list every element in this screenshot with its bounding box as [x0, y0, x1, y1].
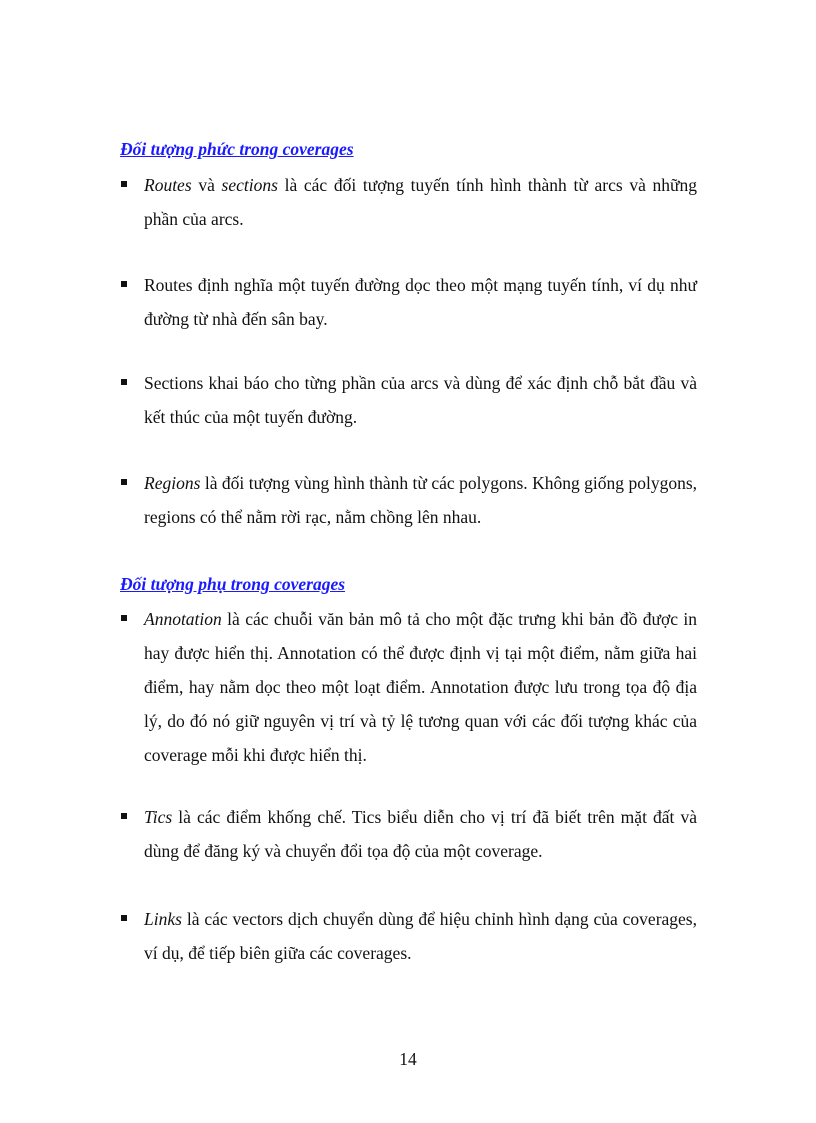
list-item-tics — [121, 800, 697, 868]
list-item-text — [144, 366, 697, 434]
item-description: Sections khai báo cho từng phần của arcs và dùng để xác định chỗ bắt đầu và kết thúc của một tuyến đường. — [144, 373, 697, 427]
list-item-sections-definition — [121, 366, 697, 434]
bullet-icon — [121, 479, 127, 485]
bullet-icon — [121, 813, 127, 819]
item-description: là các vectors dịch chuyển dùng để hiệu chỉnh hình dạng của coverages, ví dụ, để tiếp biên giữa các coverages. — [144, 909, 697, 963]
list-item-text — [144, 268, 697, 336]
list-item-text — [144, 800, 697, 868]
list-item-routes-definition — [121, 268, 697, 336]
bullet-icon — [121, 379, 127, 385]
page-number: 14 — [399, 1049, 417, 1069]
list-item-annotation — [121, 602, 697, 772]
term-annotation: Annotation — [144, 609, 222, 629]
bullet-icon — [121, 181, 127, 187]
item-description: là các chuỗi văn bản mô tả cho một đặc trưng khi bản đồ được in hay được hiển thị. Annotation có thể được định vị tại một điểm, nằm giữa hai điểm, hay nằm dọc theo một loạt điểm. Annotation được lưu trong tọa độ địa lý, do đó nó giữ nguyên vị trí và tỷ lệ tương quan với các đối tượng khác của coverage mỗi khi được hiển thị. — [144, 609, 697, 765]
term-tics: Tics — [144, 807, 173, 827]
term-regions: Regions — [144, 473, 201, 493]
item-description: Routes định nghĩa một tuyến đường dọc theo một mạng tuyến tính, ví dụ như đường từ nhà đến sân bay. — [144, 275, 697, 329]
section-heading-secondary-objects: Đối tượng phụ trong coverages — [120, 574, 346, 594]
list-item-text — [144, 902, 697, 970]
list-item-routes-sections — [121, 168, 697, 236]
bullet-icon — [121, 615, 127, 621]
term-routes: Routes — [144, 175, 192, 195]
list-item-links — [121, 902, 697, 970]
section-heading-complex-objects: Đối tượng phức trong coverages — [120, 139, 354, 159]
item-description: là đối tượng vùng hình thành từ các polygons. Không giống polygons, regions có thể nằm rời rạc, nằm chồng lên nhau. — [144, 473, 697, 527]
connector-text: và — [191, 175, 222, 195]
item-description: là các đối tượng tuyến tính hình thành từ arcs và những phần của arcs. — [144, 175, 697, 229]
item-description: là các điểm khống chế. Tics biểu diễn cho vị trí đã biết trên mặt đất và dùng để đăng ký và chuyển đổi tọa độ của một coverage. — [144, 807, 697, 861]
bullet-icon — [121, 915, 127, 921]
list-item-text — [144, 602, 697, 772]
bullet-icon — [121, 281, 127, 287]
term-sections: sections — [221, 175, 278, 195]
term-links: Links — [144, 909, 182, 929]
list-item-text — [144, 168, 697, 236]
list-item-regions — [121, 466, 697, 534]
list-item-text — [144, 466, 697, 534]
